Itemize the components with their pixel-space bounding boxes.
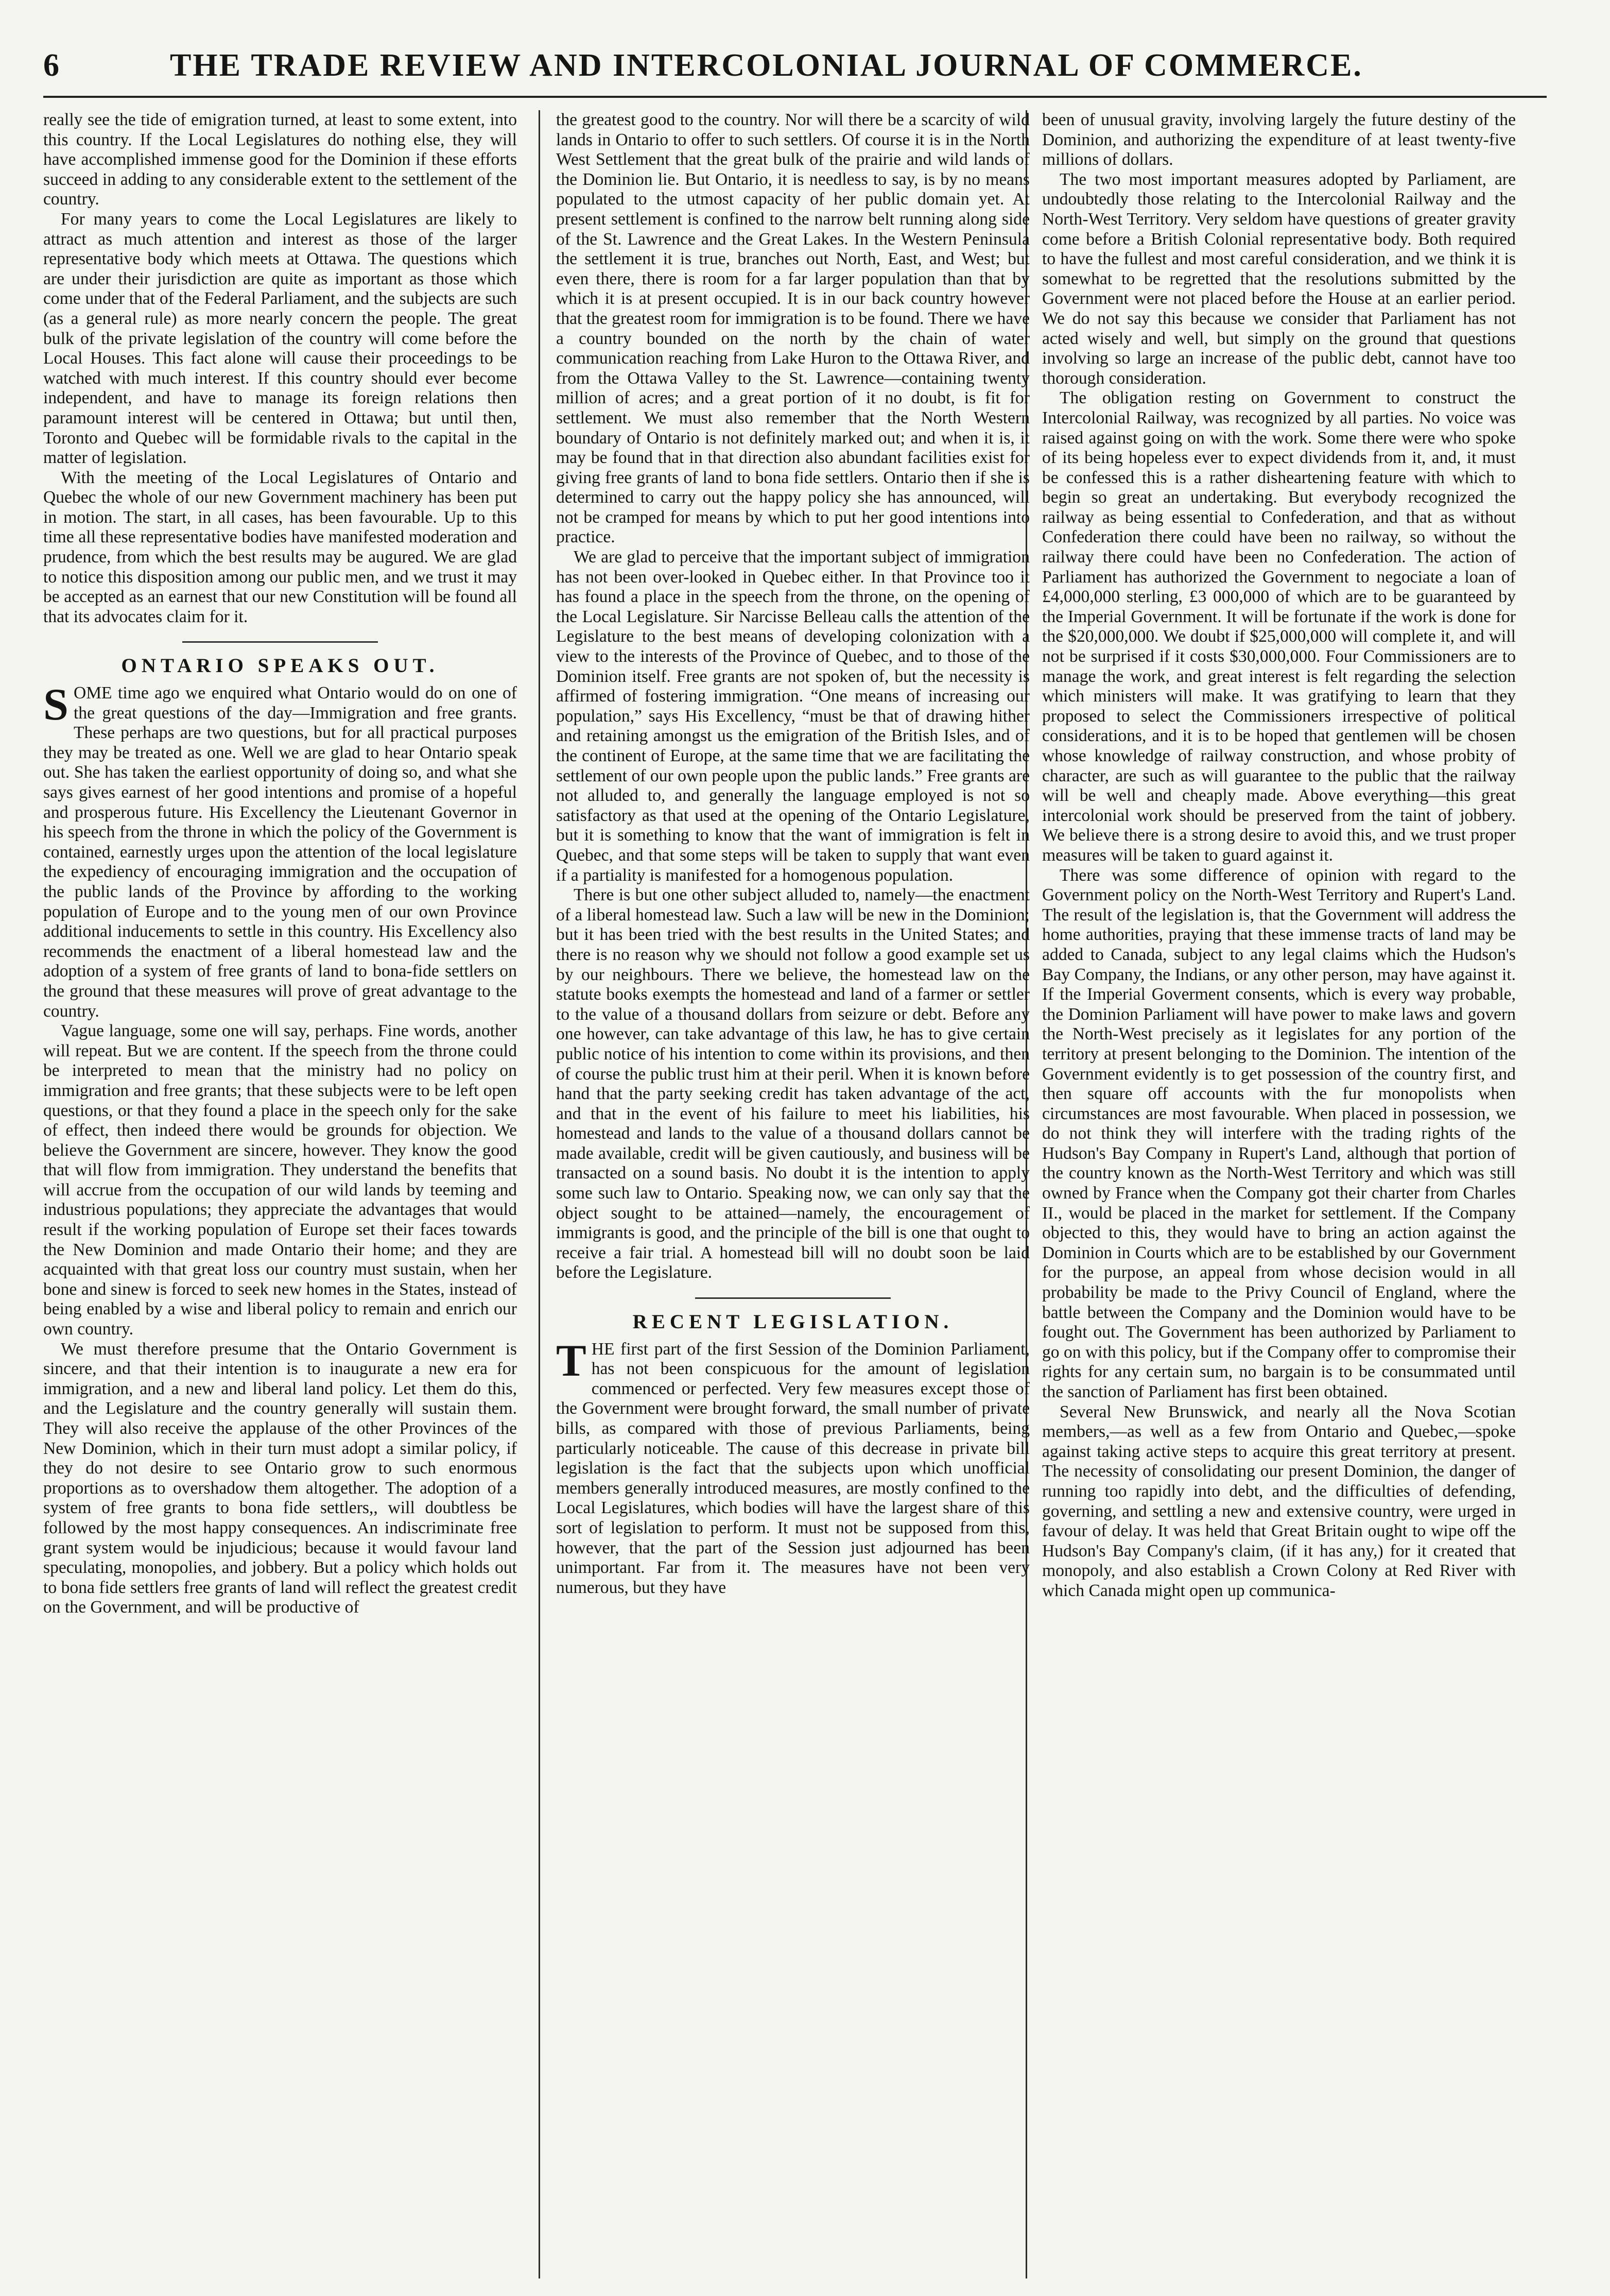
paragraph: We must therefore presume that the Ontario Government is sincere, and that their intention is to inaugurate a new era for immigration, and a new and liberal land policy. Let them do this, and the Legislature and the country generally will sustain them. They will also receive the applause of the other Provinces of the New Dominion, which in their turn must adopt a similar policy, if they do not desire to see Ontario grow to such enormous proportions as to overshadow them altogether. The adoption of a system of free grants to bona fide settlers,, will doubtless be followed by the most happy consequences. An indiscriminate free grant system would be injudicious; because it would favour land speculating, monopolies, and jobbery. But a policy which holds out to bona fide settlers free grants of land will reflect the greatest credit on the Government, and will be productive of <box>43 1339 517 1617</box>
drop-cap-paragraph <box>43 680 517 1021</box>
section-divider <box>182 641 378 643</box>
masthead-rule <box>43 96 1547 98</box>
article-column-2 <box>556 110 1030 2278</box>
masthead-title: THE TRADE REVIEW AND INTERCOLONIAL JOURNAL OF COMMERCE. <box>170 48 1363 83</box>
paragraph: been of unusual gravity, involving largely the future destiny of the Dominion, and authorizing the expenditure of at least twenty-five millions of dollars. <box>1042 110 1516 169</box>
paragraph: The obligation resting on Government to construct the Intercolonial Railway, was recognized by all parties. No voice was raised against going on with the work. Some there were who spoke of its being hopeless ever to expect dividends from it, and, it must be confessed this is a rather disheartening feature with which to begin so great an undertaking. But everybody recognized the railway as being essential to Confederation, and that as without Confederation there could have been no railway, so without the railway there could have been no Confederation. The action of Parliament has authorized the Government to negociate a loan of £4,000,000 sterling, £3 000,000 of which are to be guaranteed by the Imperial Government. It will be fortunate if the work is done for the $20,000,000. We doubt if $25,000,000 will complete it, and will not be surprised if it costs $30,000,000. Four Commissioners are to manage the work, and great interest is felt regarding the selection which ministers will make. It was gratifying to learn that they proposed to select the Commissioners irrespective of political considerations, and it is to be hoped that gentlemen will be chosen whose knowledge of railway construction, and whose probity of character, are such as will guarantee to the public that the railway will be well and cheaply made. Above everything—this great intercolonial work should be preserved from the taint of jobbery. We believe there is a strong desire to avoid this, and we trust proper measures will be taken to guard against it. <box>1042 388 1516 865</box>
column-divider <box>539 110 540 2278</box>
drop-cap-paragraph <box>556 1335 1030 1598</box>
drop-cap: T <box>556 1335 586 1386</box>
paragraph: Several New Brunswick, and nearly all the Nova Scotian members,—as well as a few from Ontario and Quebec,—spoke against taking active steps to acquire this great territory at present. The necessity of consolidating our present Dominion, the danger of running too rapidly into debt, and the difficulties of defending, governing, and settling a new and extensive country, were urged in favour of delay. It was held that Great Britain ought to wipe off the Hudson's Bay Company's claim, (if it has any,) for it created that monopoly, and also establish a Crown Colony at Red River with which Canada might open up communica- <box>1042 1402 1516 1600</box>
paragraph: We are glad to perceive that the important subject of immigration has not been over-looked in Quebec either. In that Province too it has found a place in the speech from the throne, on the opening of the Local Legislature. Sir Narcisse Belleau calls the attention of the Legislature to the best means of developing colonization with a view to the interests of the Province of Quebec, and to those of the Dominion itself. Free grants are not spoken of, but the necessity is affirmed of fostering immigration. “One means of increasing our population,” says His Excellency, “must be that of drawing hither and retaining amongst us the emigration of the British Isles, and of the continent of Europe, at the same time that we are facilitating the settlement of our own people upon the public lands.” Free grants are not alluded to, and generally the language employed is not so satisfactory as that used at the opening of the Ontario Legislature, but it is something to know that the want of immigration is felt in Quebec, and that some steps will be taken to supply that want even if a partiality is manifested for a homogenous population. <box>556 547 1030 885</box>
page-number: 6 <box>43 48 59 83</box>
section-heading-recent-legislation: RECENT LEGISLATION. <box>632 1311 954 1333</box>
paragraph: The two most important measures adopted by Parliament, are undoubtedly those relating to the Intercolonial Railway and the North-West Territory. Very seldom have questions of greater gravity come before a British Colonial representative body. Both required to have the fullest and most careful consideration, and we think it is somewhat to be regretted that the resolutions submitted by the Government were not placed before the House at an earlier period. We do not say this because we consider that Parliament has not acted wisely and well, but simply on the ground that questions involving so large an increase of the public debt, cannot have too thorough consideration. <box>1042 169 1516 388</box>
paragraph: There was some difference of opinion with regard to the Government policy on the North-West Territory and Rupert's Land. The result of the legislation is, that the Government will address the home authorities, praying that these immense tracts of land may be added to Canada, subject to any legal claims which the Hudson's Bay Company, the Indians, or any other person, may have against it. If the Imperial Goverment consents, which is every way probable, the Dominion Parliament will have power to make laws and govern the North-West precisely as it legislates for any portion of the territory at present belonging to the Dominion. The intention of the Government evidently is to get possession of the country first, and then square off accounts with the fur monopolists when circumstances are most favourable. When placed in possession, we do not think they will interfere with the trading rights of the Hudson's Bay Company in Rupert's Land, although that portion of the country known as the North-West Territory and which was still owned by France when the Company got their charter from Charles II., would be placed in the market for settlement. If the Company objected to this, they would have to bring an action against the Dominion in Courts which are to be established by our Government for the purpose, an appeal from whose decision would in all probability be made to the Privy Council of England, where the battle between the Company and the Dominion would have to be fought out. The Government has been authorized by Parliament to go on with this policy, but if the Company offer to compromise their rights for any certain sum, no bargain is to be consummated until the sanction of Parliament has first been obtained. <box>1042 865 1516 1401</box>
article-column-3 <box>1042 110 1516 2278</box>
paragraph-text: OME time ago we enquired what Ontario would do on one of the great questions of the day—Immigration and free grants. These perhaps are two questions, but for all practical purposes they may be treated as one. Well we are glad to hear Ontario speak out. She has taken the earliest opportunity of doing so, and what she says gives earnest of her good intentions and promise of a hopeful and prosperous future. His Excellency the Lieutenant Governor in his speech from the throne in which the policy of the Government is contained, earnestly urges upon the attention of the local legislature the expediency of encouraging immigration and the occupation of the public lands of the Province by affording to the working population of Europe and to the young men of our own Province additional inducements to settle in this country. His Excellency also recommends the enactment of a liberal homestead law and the adoption of a system of free grants of land to bona-fide settlers on the ground that these measures will prove of great advantage to the country. <box>43 683 517 1021</box>
paragraph: really see the tide of emigration turned, at least to some extent, into this country. If the Local Legislatures do nothing else, they will have accomplished immense good for the Dominion if these efforts succeed in adding to any considerable extent to the settlement of the country. <box>43 110 517 209</box>
paragraph: With the meeting of the Local Legislatures of Ontario and Quebec the whole of our new Government machinery has been put in motion. The start, in all cases, has been favourable. Up to this time all these representative bodies have manifested moderation and prudence, from which the best results may be augured. We are glad to notice this disposition among our public men, and we trust it may be accepted as an earnest that our new Constitution will be found all that its advocates claim for it. <box>43 468 517 626</box>
article-column-1 <box>43 110 517 2278</box>
section-heading-ontario: ONTARIO SPEAKS OUT. <box>121 655 439 677</box>
paragraph: Vague language, some one will say, perhaps. Fine words, another will repeat. But we are content. If the speech from the throne could be interpreted to mean that the ministry had no policy on immigration and free grants; that these subjects were to be left open questions, or that they found a place in the speech only for the sake of effect, then indeed there would be grounds for objection. We believe the Government are sincere, however. They know the good that will flow from immigration. They understand the benefits that will accrue from the occupation of our wild lands by teeming and industrious populations; they appreciate the advantages that would result if the working population of Europe set their faces towards the New Dominion and made Ontario their home; and they are acquainted with that great loss our country must sustain, when her bone and sinew is forced to seek new homes in the States, instead of being enabled by a wise and liberal policy to remain and enrich our own country. <box>43 1021 517 1339</box>
paragraph: the greatest good to the country. Nor will there be a scarcity of wild lands in Ontario to offer to such settlers. Of course it is in the North West Settlement that the great bulk of the prairie and wild lands of the Dominion lie. But Ontario, it is needless to say, is by no means populated to the utmost capacity of her public domain yet. At present settlement is confined to the narrow belt running along side of the St. Lawrence and the Great Lakes. In the Western Peninsula the settlement it is true, branches out North, East, and West; but even there, there is room for a far larger population than that by which it is at present occupied. It is in our back country however that the greatest room for immigration is to be found. There we have a country bounded on the north by the chain of water communication reaching from Lake Huron to the Ottawa River, and from the Ottawa Valley to the St. Lawrence—containing twenty million of acres; and a great portion of it no doubt, is fit for settlement. We must also remember that the North Western boundary of Ontario is not definitely marked out; and when it is, it may be found that in that direction also abundant facilities exist for giving free grants of land to bona fide settlers. Ontario then if she is determined to carry out the happy policy she has announced, will not be cramped for means by which to put her good intentions into practice. <box>556 110 1030 547</box>
paragraph-text: HE first part of the first Session of the Dominion Parliament, has not been conspicuous for the amount of legislation commenced or perfected. Very few measures except those of the Government were brought forward, the small number of private bills, as compared with those of previous Parliaments, being particularly noticeable. The cause of this decrease in private bill legislation is the fact that the subjects upon which unofficial members generally introduced measures, are mostly confined to the Local Legislatures, which bodies will have the largest share of this sort of legislation to perform. It must not be supposed from this, however, that the part of the Session just adjourned has been unimportant. Far from it. The measures have not been very numerous, but they have <box>556 1339 1030 1597</box>
section-divider <box>695 1297 891 1299</box>
paragraph: For many years to come the Local Legislatures are likely to attract as much attention and interest as those of the larger representative body which meets at Ottawa. The questions which are under their jurisdiction are quite as important as those which come under that of the Federal Parliament, and the subjects are such (as a general rule) as more nearly concern the people. The great bulk of the private legislation of the country will come before the Local Houses. This fact alone will cause their proceedings to be watched with much interest. If this country should ever become independent, and have to manage its foreign relations then paramount interest will be centered in Ottawa; but until then, Toronto and Quebec will be formidable rivals to the capital in the matter of legislation. <box>43 209 517 468</box>
drop-cap: S <box>43 680 68 730</box>
paragraph: There is but one other subject alluded to, namely—the enactment of a liberal homestead law. Such a law will be new in the Dominion; but it has been tried with the best results in the United States; and there is no reason why we should not follow a good example set us by our neighbours. There we believe, the homestead law on the statute books exempts the homestead and land of a farmer or settler to the value of a thousand dollars from seizure or debt. Before any one however, can take advantage of this law, he has to give certain public notice of his intention to come within its provisions, and then of course the public trust him at their peril. When it is known before hand that the party seeking credit has taken advantage of the act, and that in the event of his failure to meet his liabilities, his homestead and lands to the value of a thousand dollars cannot be made available, credit will be given cautiously, and business will be transacted on a sound basis. No doubt it is the intention to apply some such law to Ontario. Speaking now, we can only say that the object sought to be attained—namely, the encouragement of immigrants is good, and the principle of the bill is one that ought to receive a fair trial. A homestead bill will no doubt soon be laid before the Legislature. <box>556 885 1030 1282</box>
